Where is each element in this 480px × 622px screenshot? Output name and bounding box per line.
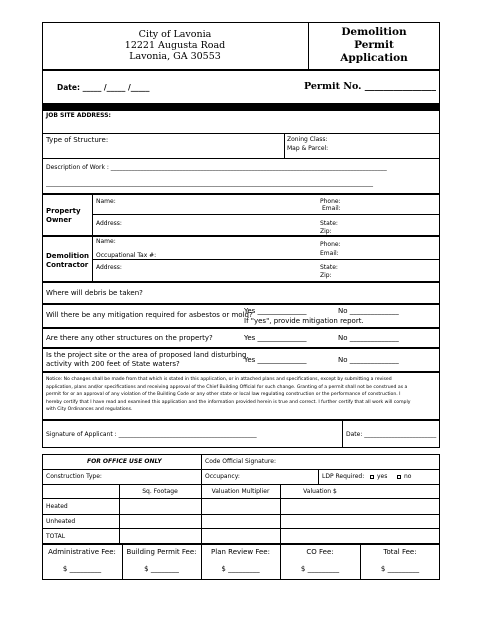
occupancy-field[interactable]: Occupancy: <box>205 473 240 480</box>
other-structures-question: Are there any other structures on the property? <box>46 334 213 342</box>
owner-email-field[interactable]: Email: <box>322 205 341 212</box>
job-site-line-2 <box>42 158 440 159</box>
contractor-heading-2: Contractor <box>46 261 89 269</box>
ldp-no-checkbox[interactable] <box>397 475 401 479</box>
historic-question-line-2: activity with 200 feet of State waters? <box>46 360 180 368</box>
asbestos-no-field[interactable]: No ______________ <box>338 307 399 315</box>
job-site-heading: JOB SITE ADDRESS: <box>46 112 111 119</box>
owner-name-field[interactable]: Name: <box>96 198 116 205</box>
office-box <box>42 454 440 544</box>
job-site-line <box>42 133 440 134</box>
row-unheated: Unheated <box>46 518 76 525</box>
office-use-heading: FOR OFFICE USE ONLY <box>87 458 162 465</box>
owner-heading <box>46 207 81 225</box>
type-of-structure-field[interactable]: Type of Structure: <box>46 136 109 144</box>
office-divider <box>201 454 202 544</box>
description-field-line-2[interactable]: _____________________________________________________________________________________________________________ <box>46 180 373 187</box>
contractor-heading-1: Demolition <box>46 252 89 260</box>
row-total: TOTAL <box>46 533 66 540</box>
form-title-line-2: Permit <box>354 39 394 51</box>
historic-question-line-1: Is the project site or the area of proposed land disturbing <box>46 351 247 359</box>
office-line-2 <box>42 484 440 485</box>
office-line-1 <box>42 469 440 470</box>
owner-address-field[interactable]: Address: <box>96 220 122 227</box>
contractor-phone-field[interactable]: Phone: <box>320 241 341 248</box>
notice-line-4: hereby certify that I have read and examined this application and the information provided herein is true and correct. I further certify that all work will comply <box>46 399 411 405</box>
notice-text <box>46 376 436 414</box>
notice-line-1: Notice: No changes shall be made from that which is stated in this application, or in attached plans and specifications, except by submitting a revised <box>46 377 392 382</box>
zoning-class-field[interactable]: Zoning Class: <box>287 136 328 143</box>
other-no-field[interactable]: No ______________ <box>338 334 399 342</box>
contractor-state-field[interactable]: State: <box>320 264 338 271</box>
description-field[interactable]: Description of Work : ____________________________________________________________________________________________ <box>46 164 387 171</box>
asbestos-yes-field[interactable]: Yes ______________ <box>244 307 307 315</box>
ldp-required-label: LDP Required: <box>322 473 365 480</box>
applicant-signature-field[interactable]: Signature of Applicant : ______________________________________________ <box>46 431 257 438</box>
signature-divider <box>342 420 343 448</box>
notice-line-3: permit for or an approval of any violation of the Building Code or any other state or local law regulating construction or the performance of construction. I <box>46 392 401 397</box>
city-name: City of Lavonia <box>138 29 212 40</box>
notice-line-5: with City Ordinances and regulations. <box>46 407 133 412</box>
ldp-yes-checkbox[interactable] <box>370 475 374 479</box>
asbestos-note: If "yes", provide mitigation report. <box>244 317 364 325</box>
notice-line-2: application, plans and/or specifications and receiving approval of the Chief Building Official for such change. Granting of a permit shall not be construed as a <box>46 384 408 390</box>
ldp-yes-label: yes <box>377 473 388 480</box>
contractor-zip-field[interactable]: Zip: <box>320 272 332 279</box>
fee-building-label: Building Permit Fee: <box>126 548 197 556</box>
owner-heading-2: Owner <box>46 216 72 224</box>
city-street: 12221 Augusta Road <box>124 40 226 51</box>
zoning-divider <box>284 133 285 158</box>
fee-admin-label: Administrative Fee: <box>48 548 116 556</box>
city-address <box>42 29 308 62</box>
owner-phone-field[interactable]: Phone: <box>320 198 341 205</box>
historic-no-field[interactable]: No ______________ <box>338 356 399 364</box>
col-sq-footage: Sq. Footage <box>142 488 178 495</box>
office-line-4 <box>42 514 440 515</box>
fee-co-label: CO Fee: <box>306 548 334 556</box>
ldp-divider <box>318 469 319 484</box>
city-state: Lavonia, GA 30553 <box>129 51 221 62</box>
contractor-email-field[interactable]: Email: <box>320 250 339 257</box>
office-line-3 <box>42 498 440 499</box>
construction-type-field[interactable]: Construction Type: <box>46 473 102 480</box>
fee-plan-review-label: Plan Review Fee: <box>211 548 270 556</box>
fee-building-value[interactable]: $ ________ <box>144 565 179 573</box>
contractor-heading <box>46 252 89 270</box>
contractor-address-field[interactable]: Address: <box>96 264 122 271</box>
col-valuation-multiplier: Valuation Multiplier <box>211 488 270 495</box>
contractor-mid-line <box>92 259 440 260</box>
form-title-line-1: Demolition <box>341 26 407 38</box>
owner-state-field[interactable]: State: <box>320 220 338 227</box>
col-valuation: Valuation $ <box>303 488 337 495</box>
ldp-no-label: no <box>404 473 412 480</box>
asbestos-question: Will there be any mitigation required for asbestos or mold? <box>46 311 253 319</box>
row-heated: Heated <box>46 503 68 510</box>
form-title-line-3: Application <box>340 52 408 64</box>
fee-total-value[interactable]: $ _________ <box>380 565 420 573</box>
owner-mid-line <box>92 214 440 215</box>
fee-plan-review-value[interactable]: $ _________ <box>221 565 260 573</box>
form-title <box>308 26 440 65</box>
historic-yes-field[interactable]: Yes ______________ <box>244 356 307 364</box>
fee-admin-value[interactable]: $ _________ <box>62 565 102 573</box>
fee-total-label: Total Fee: <box>383 548 417 556</box>
owner-heading-1: Property <box>46 207 81 215</box>
office-line-5 <box>42 528 440 529</box>
other-yes-field[interactable]: Yes ______________ <box>244 334 307 342</box>
debris-question[interactable]: Where will debris be taken? <box>46 289 143 297</box>
map-parcel-field[interactable]: Map & Parcel: <box>287 145 329 152</box>
permit-number-field[interactable]: Permit No. _______________ <box>304 81 437 92</box>
contractor-occ-tax-field[interactable]: Occupational Tax #: <box>96 252 157 259</box>
signature-date-field[interactable]: Date: ________________________ <box>346 431 437 438</box>
code-official-signature-field[interactable]: Code Official Signature: <box>205 458 276 465</box>
date-field[interactable]: Date: _____ /_____ /_____ <box>57 83 150 92</box>
fee-co-value[interactable]: $ _________ <box>300 565 340 573</box>
owner-zip-field[interactable]: Zip: <box>320 228 332 235</box>
contractor-name-field[interactable]: Name: <box>96 238 116 245</box>
owner-divider <box>92 194 93 236</box>
